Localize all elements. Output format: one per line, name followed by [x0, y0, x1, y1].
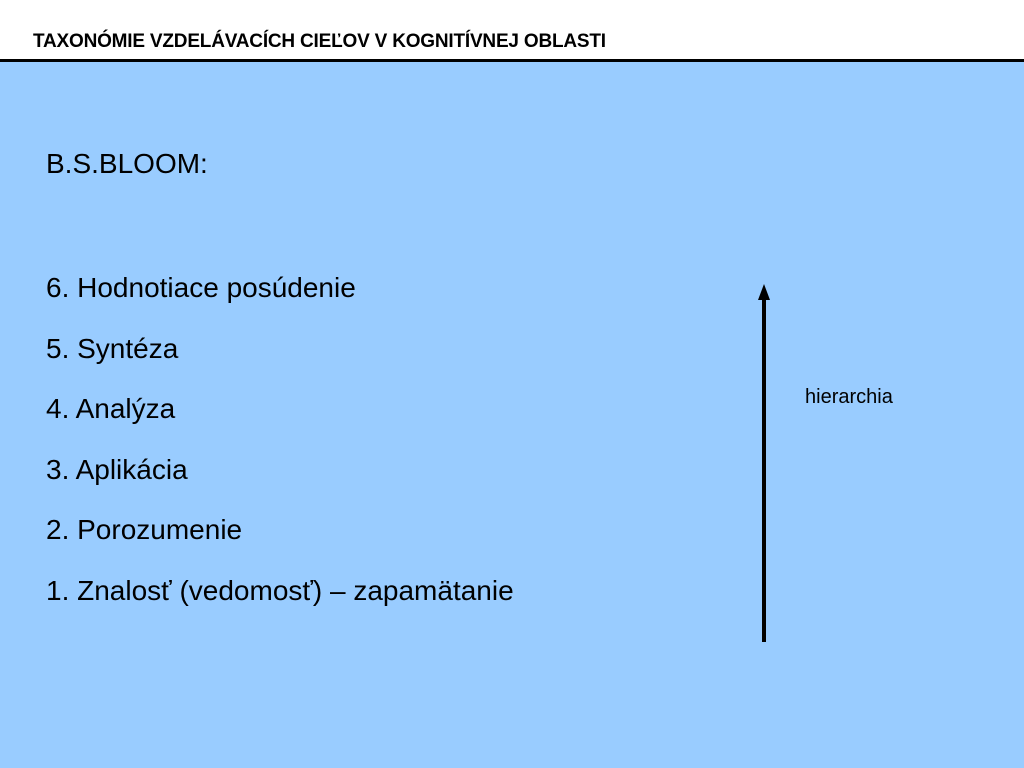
title-divider	[0, 59, 1024, 62]
hierarchy-label: hierarchia	[805, 386, 893, 408]
level-item-5: 5. Syntéza	[46, 332, 179, 364]
level-item-1: 1. Znalosť (vedomosť) – zapamätanie	[46, 574, 514, 606]
author-heading: B.S.BLOOM:	[46, 148, 208, 179]
taxonomy-levels-list	[46, 268, 514, 632]
level-item-2: 2. Porozumenie	[46, 514, 243, 546]
up-arrow-icon	[752, 284, 776, 644]
level-item-3: 3. Aplikácia	[46, 453, 188, 485]
level-item-4: 4. Analýza	[46, 393, 176, 425]
slide-title: TAXONÓMIE VZDELÁVACÍCH CIEĽOV V KOGNITÍVNEJ OBLASTI	[33, 31, 606, 52]
level-item-6: 6. Hodnotiace posúdenie	[46, 272, 356, 303]
